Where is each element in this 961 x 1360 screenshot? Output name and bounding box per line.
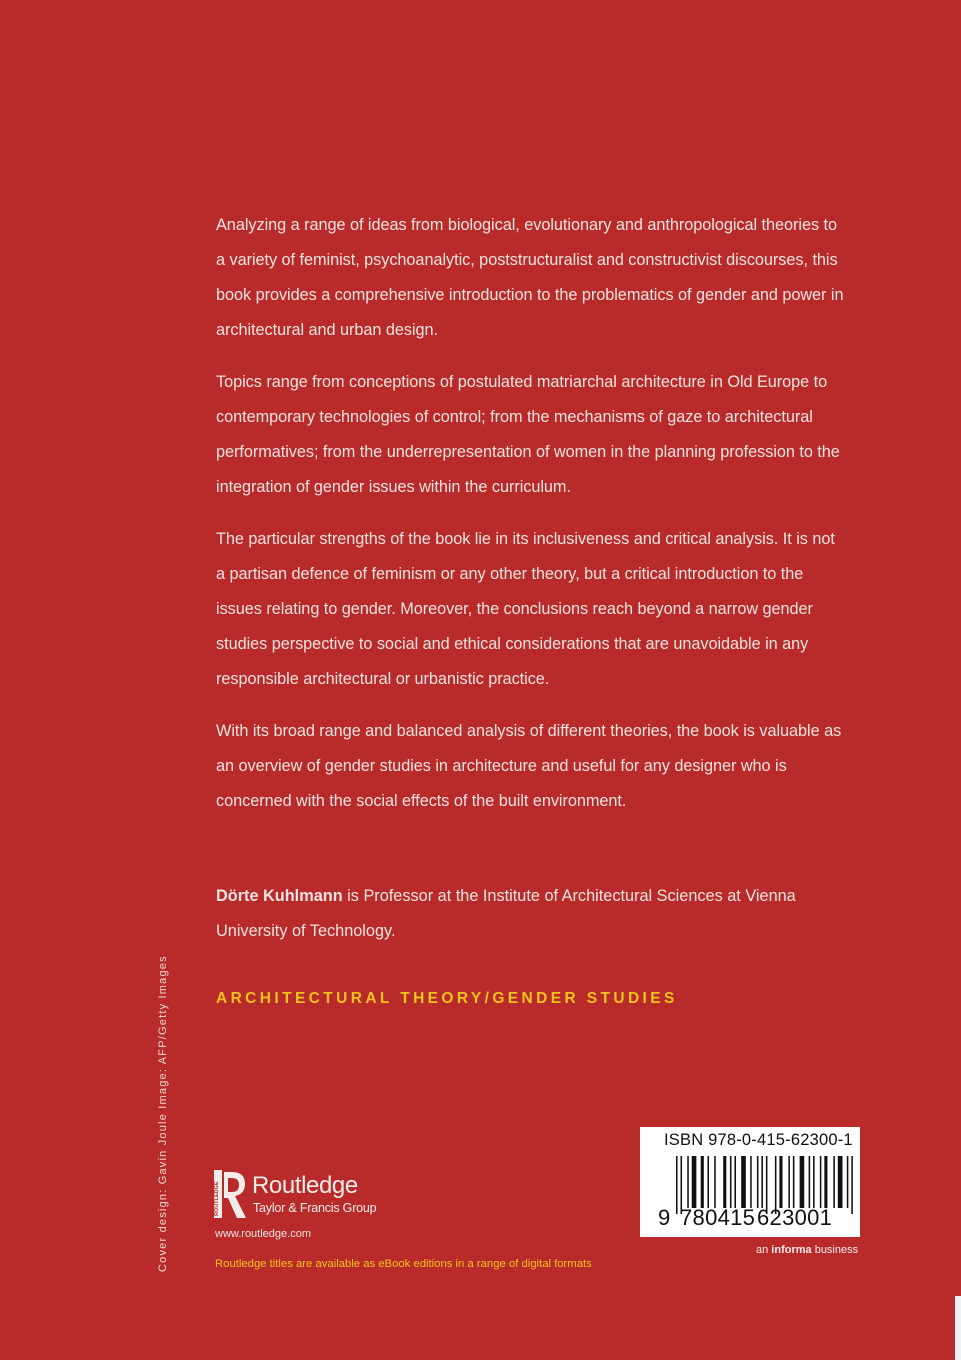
barcode-bar-3 bbox=[692, 1156, 697, 1208]
barcode-bar-13 bbox=[761, 1156, 763, 1208]
barcode-bar-2 bbox=[687, 1156, 689, 1208]
barcode-bar-26 bbox=[847, 1156, 849, 1208]
barcode-bar-24 bbox=[833, 1156, 835, 1208]
barcode-bar-7 bbox=[723, 1156, 726, 1208]
routledge-logo-icon bbox=[214, 1170, 248, 1220]
barcode-bar-21 bbox=[813, 1156, 815, 1208]
author-name: Dörte Kuhlmann bbox=[216, 887, 343, 905]
barcode-digits-right: 623001 bbox=[757, 1205, 833, 1230]
barcode-bar-25 bbox=[838, 1156, 843, 1208]
informa-tagline bbox=[756, 1244, 858, 1256]
subject-category: ARCHITECTURAL THEORY/GENDER STUDIES bbox=[216, 990, 678, 1007]
isbn-number: ISBN 978-0-415-62300-1 bbox=[664, 1131, 853, 1149]
barcode-bar-20 bbox=[809, 1156, 811, 1208]
barcode-bar-12 bbox=[757, 1156, 759, 1208]
barcode-digits bbox=[640, 1205, 860, 1235]
description-paragraph-4: With its broad range and balanced analysis of different theories, the book is valuable as an overview of gender studies in architecture and useful for any designer who is concerned with the social effects of the built environment. bbox=[216, 722, 842, 810]
publisher-logo bbox=[214, 1170, 514, 1226]
barcode-bar-17 bbox=[788, 1156, 790, 1208]
barcode-bar-23 bbox=[824, 1156, 827, 1208]
barcode-bar-18 bbox=[793, 1156, 795, 1208]
ebook-note: Routledge titles are available as eBook editions in a range of digital formats bbox=[215, 1258, 592, 1270]
description-paragraph-1: Analyzing a range of ideas from biological, evolutionary and anthropological theories to a variety of feminist, psychoanalytic, poststructuralist and constructivist discourses, this book provides a comprehensive introduction to the problematics of gender and power in architectural and urban design. bbox=[216, 216, 844, 339]
isbn-barcode bbox=[640, 1127, 860, 1237]
barcode-bar-4 bbox=[701, 1156, 704, 1208]
description-paragraph-2: Topics range from conceptions of postulated matriarchal architecture in Old Europe to contemporary technologies of control; from the mechanisms of gaze to architectural performatives; from the underrepresentation of women in the planning profession to the integration of gender issues within the curriculum. bbox=[216, 373, 840, 496]
page-edge bbox=[955, 1296, 961, 1360]
informa-brand: informa bbox=[771, 1244, 812, 1256]
description-paragraph-3: The particular strengths of the book lie in its inclusiveness and critical analysis. It is not a partisan defence of feminism or any other theory, but a critical introduction to the issues relating to gender. Moreover, the conclusions reach beyond a narrow gender studies perspective to social and ethical considerations that are unavoidable in any responsible architectural or urbanistic practice. bbox=[216, 530, 835, 688]
barcode-bar-5 bbox=[707, 1156, 709, 1208]
informa-prefix: an bbox=[756, 1244, 772, 1256]
author-bio-text: is Professor at the Institute of Architectural Sciences at Vienna University of Technology. bbox=[216, 887, 796, 940]
barcode-bar-22 bbox=[820, 1156, 822, 1208]
publisher-name: Routledge bbox=[252, 1172, 358, 1199]
informa-suffix: business bbox=[811, 1244, 859, 1256]
barcode-bar-16 bbox=[779, 1156, 782, 1208]
barcode-bar-9 bbox=[734, 1156, 736, 1208]
cover-credit: Cover design: Gavin Joule Image: AFP/Getty Images bbox=[157, 955, 169, 1272]
publisher-group: Taylor & Francis Group bbox=[253, 1201, 377, 1215]
barcode-bar-6 bbox=[714, 1156, 716, 1208]
barcode-digit-first: 9 bbox=[658, 1205, 671, 1230]
barcode-bar-19 bbox=[800, 1156, 805, 1208]
barcode-digits-left: 780415 bbox=[680, 1205, 756, 1230]
book-description bbox=[216, 208, 848, 836]
barcode-bar-8 bbox=[730, 1156, 732, 1208]
author-bio bbox=[216, 879, 848, 949]
barcode-bar-11 bbox=[750, 1156, 752, 1208]
barcode-bar-10 bbox=[741, 1156, 746, 1208]
logo-wordmark: ROUTLEDGE bbox=[214, 1181, 220, 1216]
publisher-url[interactable]: www.routledge.com bbox=[215, 1228, 311, 1240]
